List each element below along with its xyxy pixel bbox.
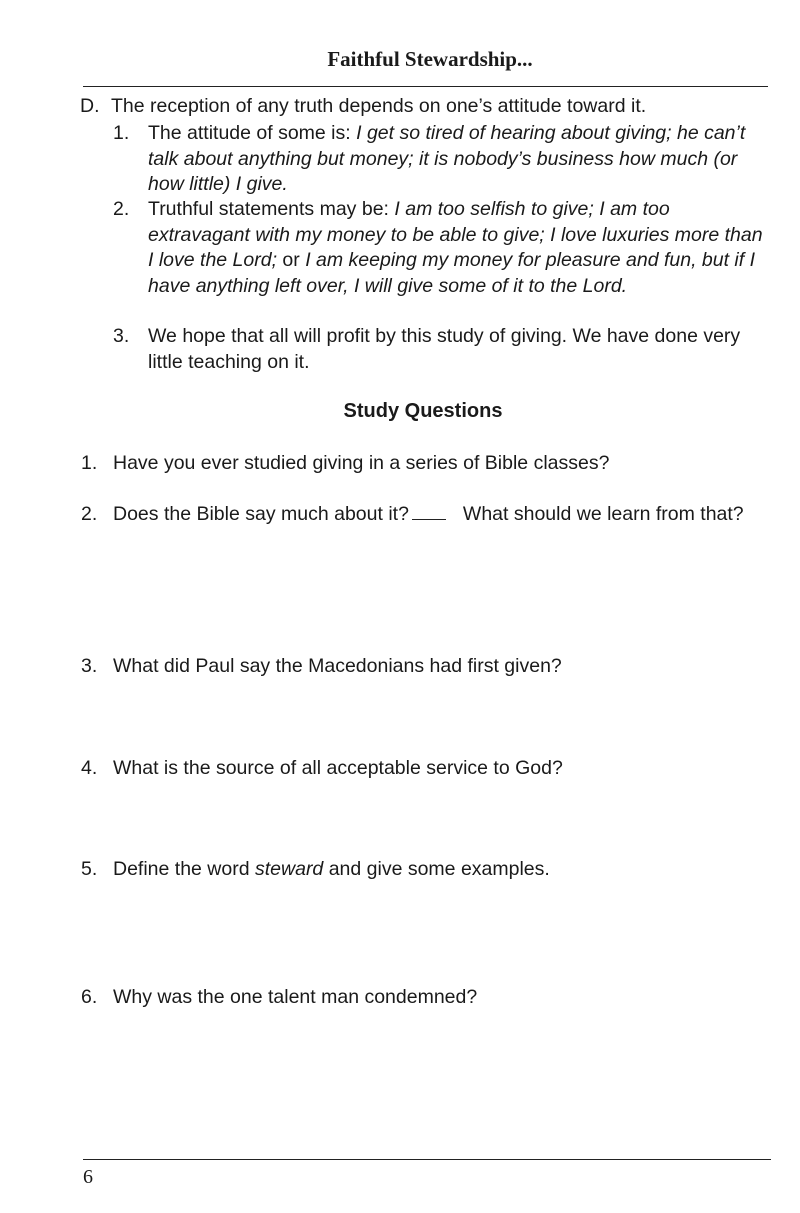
- page-number: 6: [83, 1166, 93, 1188]
- question-number: 2.: [81, 503, 98, 525]
- subpoint-quote: I get so tired of hearing about giving; he can’t talk about anything but money; it is nobody’s business how much (or how little) I give.: [148, 122, 746, 195]
- question-text-after: and give some examples.: [323, 858, 550, 880]
- outline-text: The reception of any truth depends on one’s attitude toward it.: [111, 95, 647, 117]
- question-text-before: Does the Bible say much about it?: [113, 503, 409, 525]
- outline-marker: D.: [80, 95, 100, 117]
- subpoint-text: [148, 121, 773, 198]
- study-question: [81, 985, 771, 1011]
- subpoint-connector: or: [277, 249, 306, 271]
- subpoint-text: [148, 197, 773, 299]
- page-title: Faithful Stewardship...: [327, 47, 533, 71]
- outline-subpoint: [113, 324, 773, 375]
- question-number: 6.: [81, 986, 98, 1008]
- header-rule: [83, 86, 768, 87]
- outline-point-d: [80, 94, 770, 120]
- subpoint-lead: Truthful statements may be:: [148, 198, 395, 220]
- question-text: Have you ever studied giving in a series of Bible classes?: [113, 452, 610, 474]
- question-text: [113, 857, 771, 883]
- question-text-after: What should we learn from that?: [462, 503, 744, 525]
- study-question: [81, 451, 771, 477]
- subpoint-quote: I am too selfish to give; I am too extravagant with my money to be able to give; I love luxuries more than I love the Lord;: [148, 198, 763, 271]
- question-text: What is the source of all acceptable service to God?: [113, 757, 563, 779]
- study-question: [81, 654, 771, 680]
- subpoint-lead: The attitude of some is:: [148, 122, 357, 144]
- answer-blank[interactable]: [412, 504, 446, 520]
- subpoint-number: 3.: [113, 325, 130, 347]
- question-number: 4.: [81, 757, 98, 779]
- question-emphasis: steward: [255, 858, 324, 880]
- subpoint-number: 1.: [113, 122, 130, 144]
- question-number: 5.: [81, 858, 98, 880]
- question-text: Why was the one talent man condemned?: [113, 986, 478, 1008]
- question-text: What did Paul say the Macedonians had first given?: [113, 655, 562, 677]
- outline-subpoint: [113, 121, 773, 198]
- subpoint-quote: I am keeping my money for pleasure and fun, but if I have anything left over, I will give some of it to the Lord.: [148, 249, 756, 297]
- subpoint-text: We hope that all will profit by this study of giving. We have done very little teaching on it.: [148, 325, 741, 373]
- question-number: 3.: [81, 655, 98, 677]
- question-number: 1.: [81, 452, 98, 474]
- question-text: [113, 502, 771, 528]
- study-question: [81, 756, 771, 782]
- study-question: [81, 502, 771, 528]
- study-question: [81, 857, 771, 883]
- subpoint-number: 2.: [113, 198, 130, 220]
- footer-rule: [83, 1159, 771, 1160]
- outline-subpoint: [113, 197, 773, 299]
- question-text-before: Define the word: [113, 858, 255, 880]
- study-questions-heading: Study Questions: [343, 400, 503, 422]
